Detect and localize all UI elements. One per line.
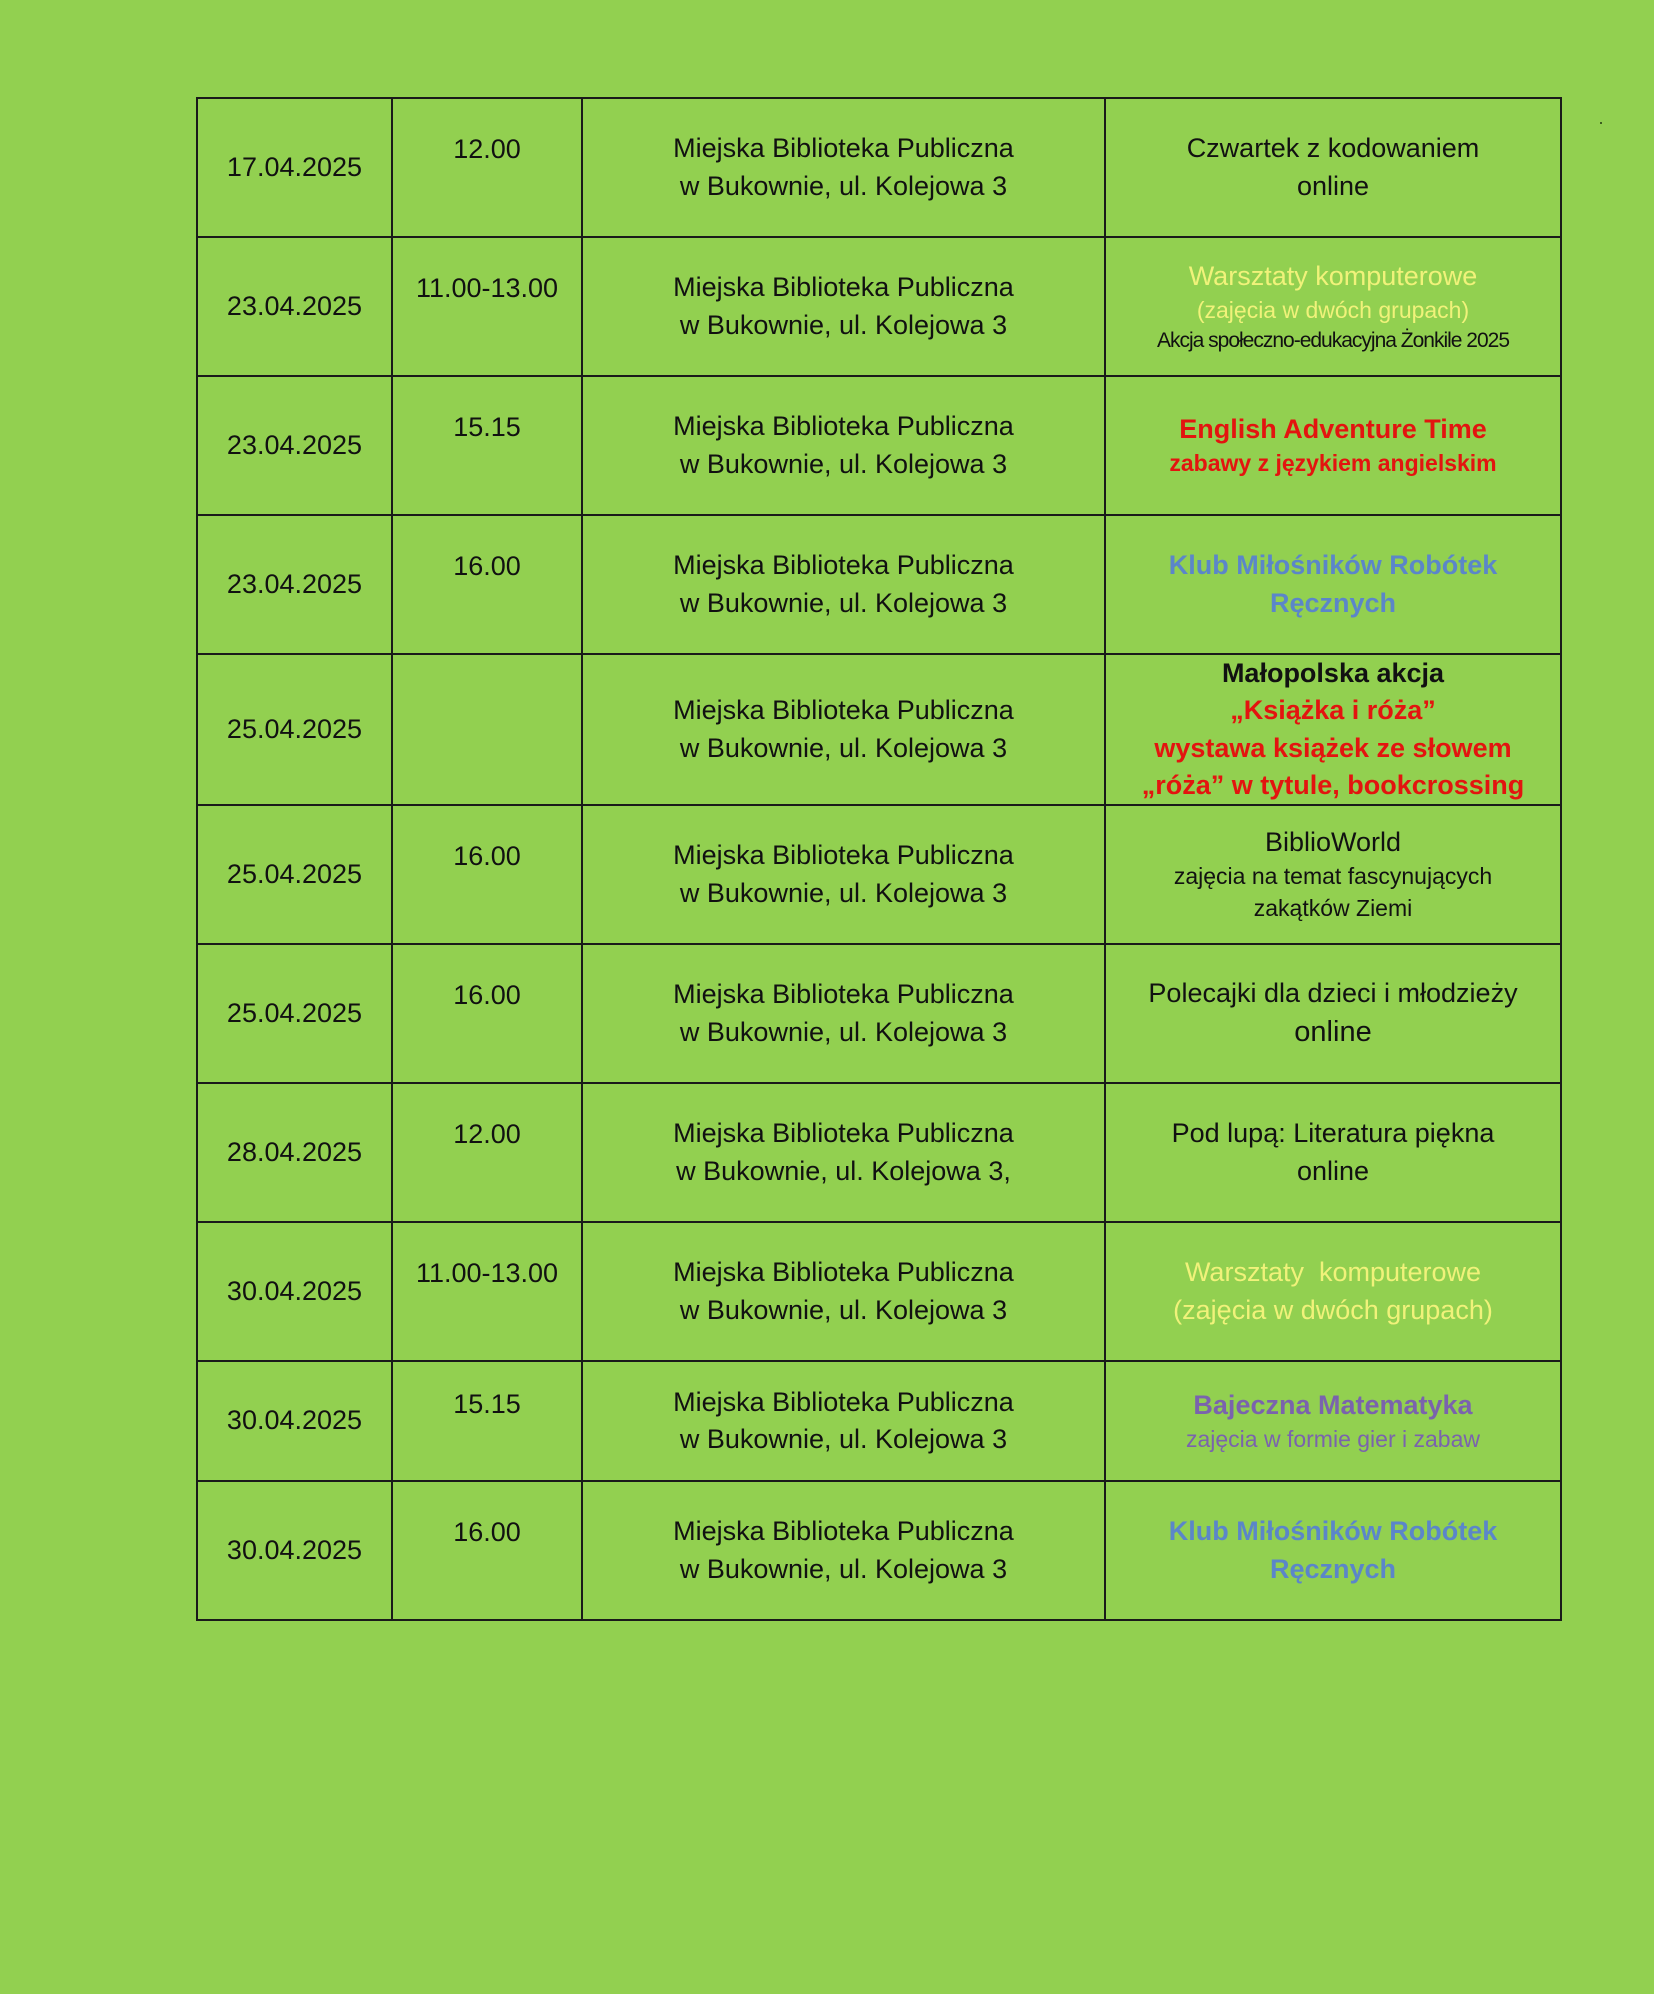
- date-cell: 30.04.2025: [197, 1222, 392, 1361]
- time-cell: 16.00: [392, 515, 582, 654]
- place-line: w Bukownie, ul. Kolejowa 3: [679, 309, 1008, 340]
- time-cell: 16.00: [392, 805, 582, 944]
- event-note: online: [1296, 170, 1370, 201]
- place-line: w Bukownie, ul. Kolejowa 3: [679, 1424, 1008, 1454]
- place-cell: [582, 376, 1105, 515]
- event-note: (zajęcia w dwóch grupach): [1196, 296, 1470, 323]
- table-row: [197, 805, 1561, 944]
- event-note: zajęcia na temat fascynujących: [1173, 863, 1493, 890]
- place-line: Miejska Biblioteka Publiczna: [673, 1386, 1014, 1417]
- time-cell: 12.00: [392, 98, 582, 237]
- date-cell: 23.04.2025: [197, 515, 392, 654]
- stray-dot: [1600, 122, 1602, 124]
- table-row: [197, 98, 1561, 237]
- table-row: [197, 944, 1561, 1083]
- event-title: Czwartek z kodowaniem: [1186, 133, 1480, 164]
- place-line: w Bukownie, ul. Kolejowa 3,: [676, 1155, 1011, 1186]
- place-cell: [582, 515, 1105, 654]
- event-cell: [1105, 1222, 1561, 1361]
- place-line: w Bukownie, ul. Kolejowa 3: [679, 170, 1008, 201]
- event-title: Polecajki dla dzieci i młodzieży: [1148, 977, 1518, 1008]
- event-title: Pod lupą: Literatura piękna: [1171, 1118, 1495, 1149]
- place-line: w Bukownie, ul. Kolejowa 3: [679, 732, 1008, 763]
- place-line: Miejska Biblioteka Publiczna: [673, 1118, 1014, 1149]
- date-cell: 25.04.2025: [197, 944, 392, 1083]
- event-cell: [1105, 98, 1561, 237]
- date-cell: 30.04.2025: [197, 1361, 392, 1481]
- place-line: Miejska Biblioteka Publiczna: [673, 1257, 1014, 1288]
- place-line: w Bukownie, ul. Kolejowa 3: [679, 448, 1008, 479]
- time-cell: 16.00: [392, 1481, 582, 1620]
- place-line: Miejska Biblioteka Publiczna: [673, 272, 1014, 303]
- table-row: [197, 1083, 1561, 1222]
- event-cell: [1105, 805, 1561, 944]
- time-cell: 16.00: [392, 944, 582, 1083]
- event-note: (zajęcia w dwóch grupach): [1173, 1294, 1493, 1325]
- event-note: zakątków Ziemi: [1253, 895, 1413, 922]
- table-row: [197, 1481, 1561, 1620]
- event-title: Klub Miłośników Robótek: [1168, 1516, 1498, 1547]
- table-row: [197, 237, 1561, 376]
- event-title: Klub Miłośników Robótek: [1168, 550, 1498, 581]
- place-line: Miejska Biblioteka Publiczna: [673, 840, 1014, 871]
- event-title: BiblioWorld: [1264, 827, 1402, 858]
- event-cell: [1105, 376, 1561, 515]
- place-line: w Bukownie, ul. Kolejowa 3: [679, 1294, 1008, 1325]
- table-row: [197, 654, 1561, 805]
- place-cell: [582, 237, 1105, 376]
- date-cell: 23.04.2025: [197, 237, 392, 376]
- place-line: Miejska Biblioteka Publiczna: [673, 1516, 1014, 1547]
- place-cell: [582, 944, 1105, 1083]
- event-subtitle: „Książka i róża”: [1230, 695, 1436, 726]
- event-cell: [1105, 1481, 1561, 1620]
- event-cell: [1105, 654, 1561, 805]
- table-row: [197, 1222, 1561, 1361]
- event-note: zajęcia w formie gier i zabaw: [1185, 1425, 1480, 1452]
- event-title: Warsztaty komputerowe: [1184, 1257, 1482, 1288]
- place-line: Miejska Biblioteka Publiczna: [673, 695, 1014, 726]
- event-title: Bajeczna Matematyka: [1193, 1389, 1473, 1420]
- place-line: Miejska Biblioteka Publiczna: [673, 133, 1014, 164]
- event-note: wystawa książek ze słowem: [1154, 732, 1512, 763]
- event-title-cont: Ręcznych: [1269, 587, 1397, 618]
- event-title: Małopolska akcja: [1221, 658, 1445, 688]
- time-cell: 11.00-13.00: [392, 237, 582, 376]
- place-line: w Bukownie, ul. Kolejowa 3: [679, 587, 1008, 618]
- place-line: w Bukownie, ul. Kolejowa 3: [679, 1553, 1008, 1584]
- event-title-cont: Ręcznych: [1269, 1553, 1397, 1584]
- place-cell: [582, 98, 1105, 237]
- place-cell: [582, 805, 1105, 944]
- event-cell: [1105, 237, 1561, 376]
- place-line: Miejska Biblioteka Publiczna: [673, 411, 1014, 442]
- place-line: w Bukownie, ul. Kolejowa 3: [679, 877, 1008, 908]
- event-cell: [1105, 1361, 1561, 1481]
- event-title: English Adventure Time: [1179, 414, 1487, 444]
- table-row: [197, 515, 1561, 654]
- place-cell: [582, 1481, 1105, 1620]
- place-line: w Bukownie, ul. Kolejowa 3: [679, 1016, 1008, 1047]
- event-note: online: [1294, 1016, 1372, 1049]
- place-cell: [582, 1083, 1105, 1222]
- event-note: „róża” w tytule, bookcrossing: [1141, 769, 1525, 800]
- event-cell: [1105, 944, 1561, 1083]
- table-row: [197, 376, 1561, 515]
- events-schedule-table: [196, 97, 1562, 1621]
- time-cell: 15.15: [392, 376, 582, 515]
- date-cell: 25.04.2025: [197, 805, 392, 944]
- time-cell: 12.00: [392, 1083, 582, 1222]
- time-cell: [392, 654, 582, 805]
- place-line: Miejska Biblioteka Publiczna: [673, 550, 1014, 581]
- date-cell: 30.04.2025: [197, 1481, 392, 1620]
- place-line: Miejska Biblioteka Publiczna: [673, 979, 1014, 1010]
- place-cell: [582, 654, 1105, 805]
- date-cell: 17.04.2025: [197, 98, 392, 237]
- event-campaign: Akcja społeczno-edukacyjna Żonkile 2025: [1156, 328, 1510, 352]
- time-cell: 15.15: [392, 1361, 582, 1481]
- event-note: online: [1296, 1155, 1370, 1186]
- event-cell: [1105, 515, 1561, 654]
- time-cell: 11.00-13.00: [392, 1222, 582, 1361]
- place-cell: [582, 1361, 1105, 1481]
- date-cell: 28.04.2025: [197, 1083, 392, 1222]
- date-cell: 23.04.2025: [197, 376, 392, 515]
- event-title: Warsztaty komputerowe: [1188, 260, 1478, 291]
- event-cell: [1105, 1083, 1561, 1222]
- table-row: [197, 1361, 1561, 1481]
- date-cell: 25.04.2025: [197, 654, 392, 805]
- place-cell: [582, 1222, 1105, 1361]
- event-note: zabawy z językiem angielskim: [1169, 450, 1497, 477]
